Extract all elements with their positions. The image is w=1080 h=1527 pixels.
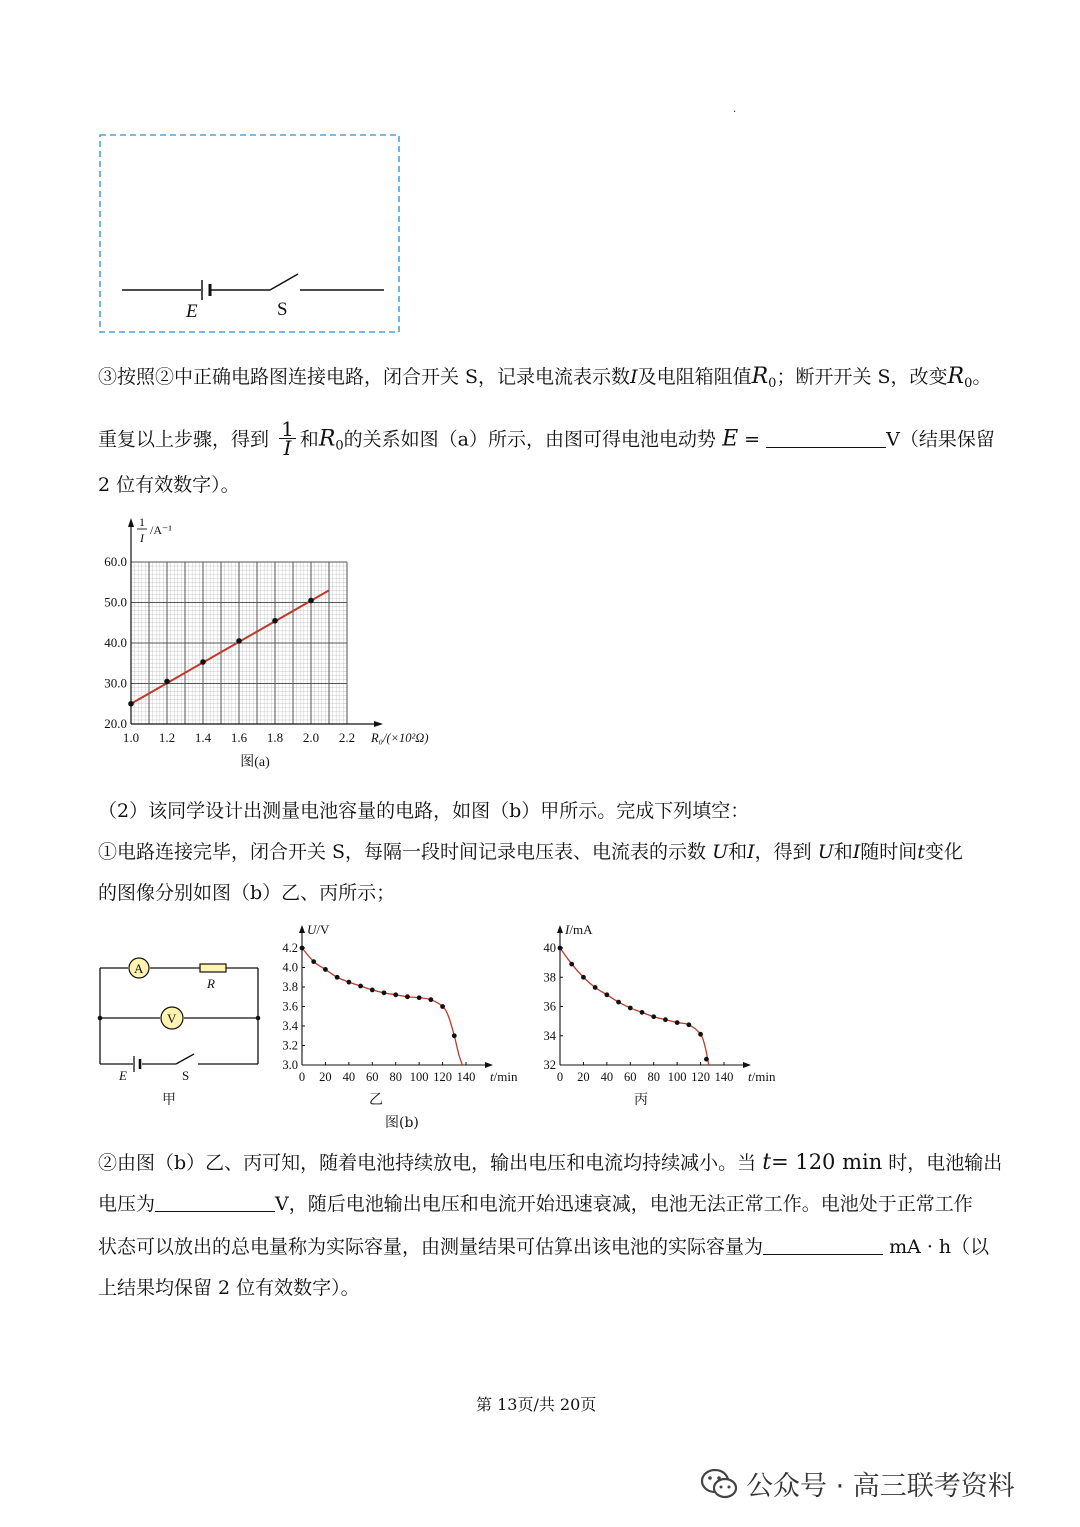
data-point	[569, 962, 574, 967]
data-point	[311, 959, 316, 964]
x-axis-arrow	[743, 1062, 751, 1068]
y-tick-label: 3.8	[282, 980, 298, 994]
y-axis-arrow	[128, 518, 134, 527]
y-tick-label: 32	[543, 1058, 556, 1072]
y-axis-arrow	[557, 925, 563, 933]
x-tick-label: 20	[319, 1070, 332, 1084]
y-tick-label: 3.2	[282, 1038, 298, 1053]
data-point	[393, 992, 398, 997]
data-point	[164, 679, 170, 685]
y-axis-label: U/V	[307, 922, 330, 937]
data-point	[236, 638, 242, 644]
q2-2-line3: 状态可以放出的总电量称为实际容量，由测量结果可估算出该电池的实际容量为 mA · h（以	[98, 1236, 990, 1258]
battery-label: E	[119, 1068, 127, 1083]
x-tick-label: 140	[456, 1070, 476, 1084]
x-tick-label: 40	[600, 1070, 614, 1084]
y-tick-label: 36	[543, 999, 556, 1014]
x-tick-label: 1.6	[230, 730, 248, 745]
x-axis-label: t/min	[748, 1069, 776, 1084]
y-label-unit: /A⁻¹	[150, 523, 172, 537]
x-axis-label: R₀/(×10²Ω)	[371, 731, 429, 745]
label-E: E	[186, 301, 198, 322]
label-S: S	[277, 299, 288, 320]
x-tick-label: 1.2	[158, 730, 176, 745]
switch-label: S	[182, 1068, 190, 1083]
x-tick-label: 0	[556, 1070, 564, 1084]
chart-yi	[268, 918, 530, 1110]
y-tick-label: 20.0	[104, 716, 127, 731]
x-axis-label: t/min	[490, 1069, 518, 1084]
y-tick-label: 3.4	[282, 1019, 298, 1033]
data-point	[581, 975, 586, 980]
x-tick-label: 120	[691, 1070, 710, 1084]
data-point	[370, 988, 375, 993]
page-footer: 第 13页/共 20页	[476, 1395, 597, 1414]
x-tick-label: 20	[577, 1070, 590, 1084]
curve	[302, 948, 462, 1065]
y-tick-label: 4.0	[282, 960, 298, 975]
data-point	[628, 1006, 633, 1011]
data-point	[452, 1033, 457, 1038]
chart-caption: 丙	[634, 1093, 648, 1108]
data-point	[558, 946, 563, 951]
dashed-box	[100, 135, 399, 332]
x-tick-label: 2.0	[302, 730, 320, 745]
data-point	[308, 598, 314, 604]
x-axis-arrow	[485, 1062, 493, 1068]
data-point	[663, 1017, 668, 1022]
data-point	[417, 995, 422, 1000]
data-point	[640, 1010, 645, 1015]
x-tick-label: 2.2	[338, 730, 356, 745]
q2-line2: ①电路连接完毕，闭合开关 S，每隔一段时间记录电压表、电流表的示数 U和I，得到 U和I随时间t变化	[98, 841, 963, 863]
wechat-icon	[700, 1467, 738, 1501]
x-tick-label: 80	[647, 1070, 660, 1084]
data-point	[704, 1057, 709, 1062]
y-tick-label: 50.0	[104, 594, 127, 610]
y-label-numerator: 1	[139, 515, 145, 529]
data-point	[651, 1014, 656, 1019]
y-tick-label: 4.2	[282, 941, 298, 955]
fig-b-caption: 图(b)	[385, 1115, 419, 1131]
data-point	[358, 984, 363, 989]
resistor-icon	[200, 964, 226, 972]
data-point	[300, 946, 305, 951]
chart-bing	[526, 918, 788, 1110]
data-point	[440, 1004, 445, 1009]
y-tick-label: 30.0	[104, 675, 127, 691]
data-point	[200, 659, 206, 665]
x-tick-label: 100	[409, 1070, 429, 1084]
y-tick-label: 34	[543, 1028, 556, 1043]
x-axis-arrow	[374, 721, 383, 727]
watermark	[700, 1464, 1015, 1503]
chart-a-caption: 图(a)	[240, 755, 270, 770]
resistor-label: R	[207, 976, 215, 991]
data-point	[428, 997, 433, 1002]
y-axis-label: I/mA	[565, 922, 593, 937]
data-point	[698, 1032, 703, 1037]
data-point	[128, 701, 134, 707]
answer-blank-voltage[interactable]	[155, 1193, 275, 1212]
curve	[560, 948, 709, 1065]
y-axis-arrow	[299, 925, 305, 933]
data-point	[272, 618, 278, 624]
circuit-diagram-box	[98, 133, 402, 335]
voltmeter-label: V	[167, 1011, 177, 1026]
ammeter-label: A	[134, 961, 144, 976]
circuit-jia	[94, 952, 264, 1112]
x-tick-label: 140	[714, 1070, 734, 1084]
watermark-text: 公众号 · 高三联考资料	[746, 1471, 1015, 1502]
para3-line3: 2 位有效数字）。	[98, 474, 240, 496]
data-point	[323, 967, 328, 972]
y-tick-label: 3.0	[282, 1058, 298, 1072]
x-tick-label: 0	[298, 1070, 306, 1084]
x-tick-label: 120	[433, 1070, 452, 1084]
y-tick-label: 40	[543, 941, 556, 955]
x-tick-label: 1.0	[122, 730, 140, 745]
x-tick-label: 1.8	[266, 730, 284, 745]
answer-blank-capacity[interactable]	[763, 1236, 883, 1255]
chart-a	[95, 512, 455, 774]
y-tick-label: 40.0	[104, 635, 127, 650]
q2-2-line2: 电压为 V，随后电池输出电压和电流开始迅速衰减，电池无法正常工作。电池处于正常工作	[98, 1193, 973, 1215]
q2-line3: 的图像分别如图（b）乙、丙所示；	[98, 882, 396, 904]
y-label-denominator: I	[140, 531, 144, 545]
para3-line2: 重复以上步骤，得到 $\frac{1}{I}$ 和$R_0$的关系如图（a）所示，由图可得电池电动势 E = V（结果保留	[98, 417, 995, 460]
data-point	[335, 975, 340, 980]
x-tick-label: 1.4	[194, 730, 212, 745]
data-point	[616, 1000, 621, 1005]
data-point	[675, 1020, 680, 1025]
y-tick-label: 60.0	[104, 554, 127, 569]
stray-dot: .	[733, 104, 737, 115]
data-point	[686, 1022, 691, 1027]
x-tick-label: 60	[366, 1070, 379, 1084]
caption-jia: 甲	[162, 1093, 176, 1108]
x-tick-label: 40	[342, 1070, 356, 1084]
switch-blade	[270, 274, 298, 290]
q2-line1: （2）该同学设计出测量电池容量的电路，如图（b）甲所示。完成下列填空：	[98, 800, 750, 822]
data-point	[604, 992, 609, 997]
y-tick-label: 38	[543, 970, 556, 985]
data-point	[382, 990, 387, 995]
fraction-1-over-I: $\frac{1}{I}$	[281, 417, 294, 460]
x-tick-label: 80	[389, 1070, 402, 1084]
x-tick-label: 100	[667, 1070, 687, 1084]
data-point	[346, 980, 351, 985]
y-tick-label: 3.6	[282, 999, 298, 1014]
chart-caption: 乙	[369, 1093, 383, 1108]
data-point	[593, 985, 598, 990]
q2-2-line1: ②由图（b）乙、丙可知，随着电池持续放电，输出电压和电流均持续减小。当 t= 120 min 时，电池输出	[98, 1150, 1003, 1175]
data-point	[405, 994, 410, 999]
answer-blank-E[interactable]	[766, 429, 886, 448]
para3-line1: ③按照②中正确电路图连接电路，闭合开关 S，记录电流表示数I及电阻箱阻值$R_0$；断开开关 S，改变$R_0$。	[98, 364, 992, 391]
q2-2-line4: 上结果均保留 2 位有效数字）。	[98, 1277, 360, 1299]
x-tick-label: 60	[624, 1070, 637, 1084]
